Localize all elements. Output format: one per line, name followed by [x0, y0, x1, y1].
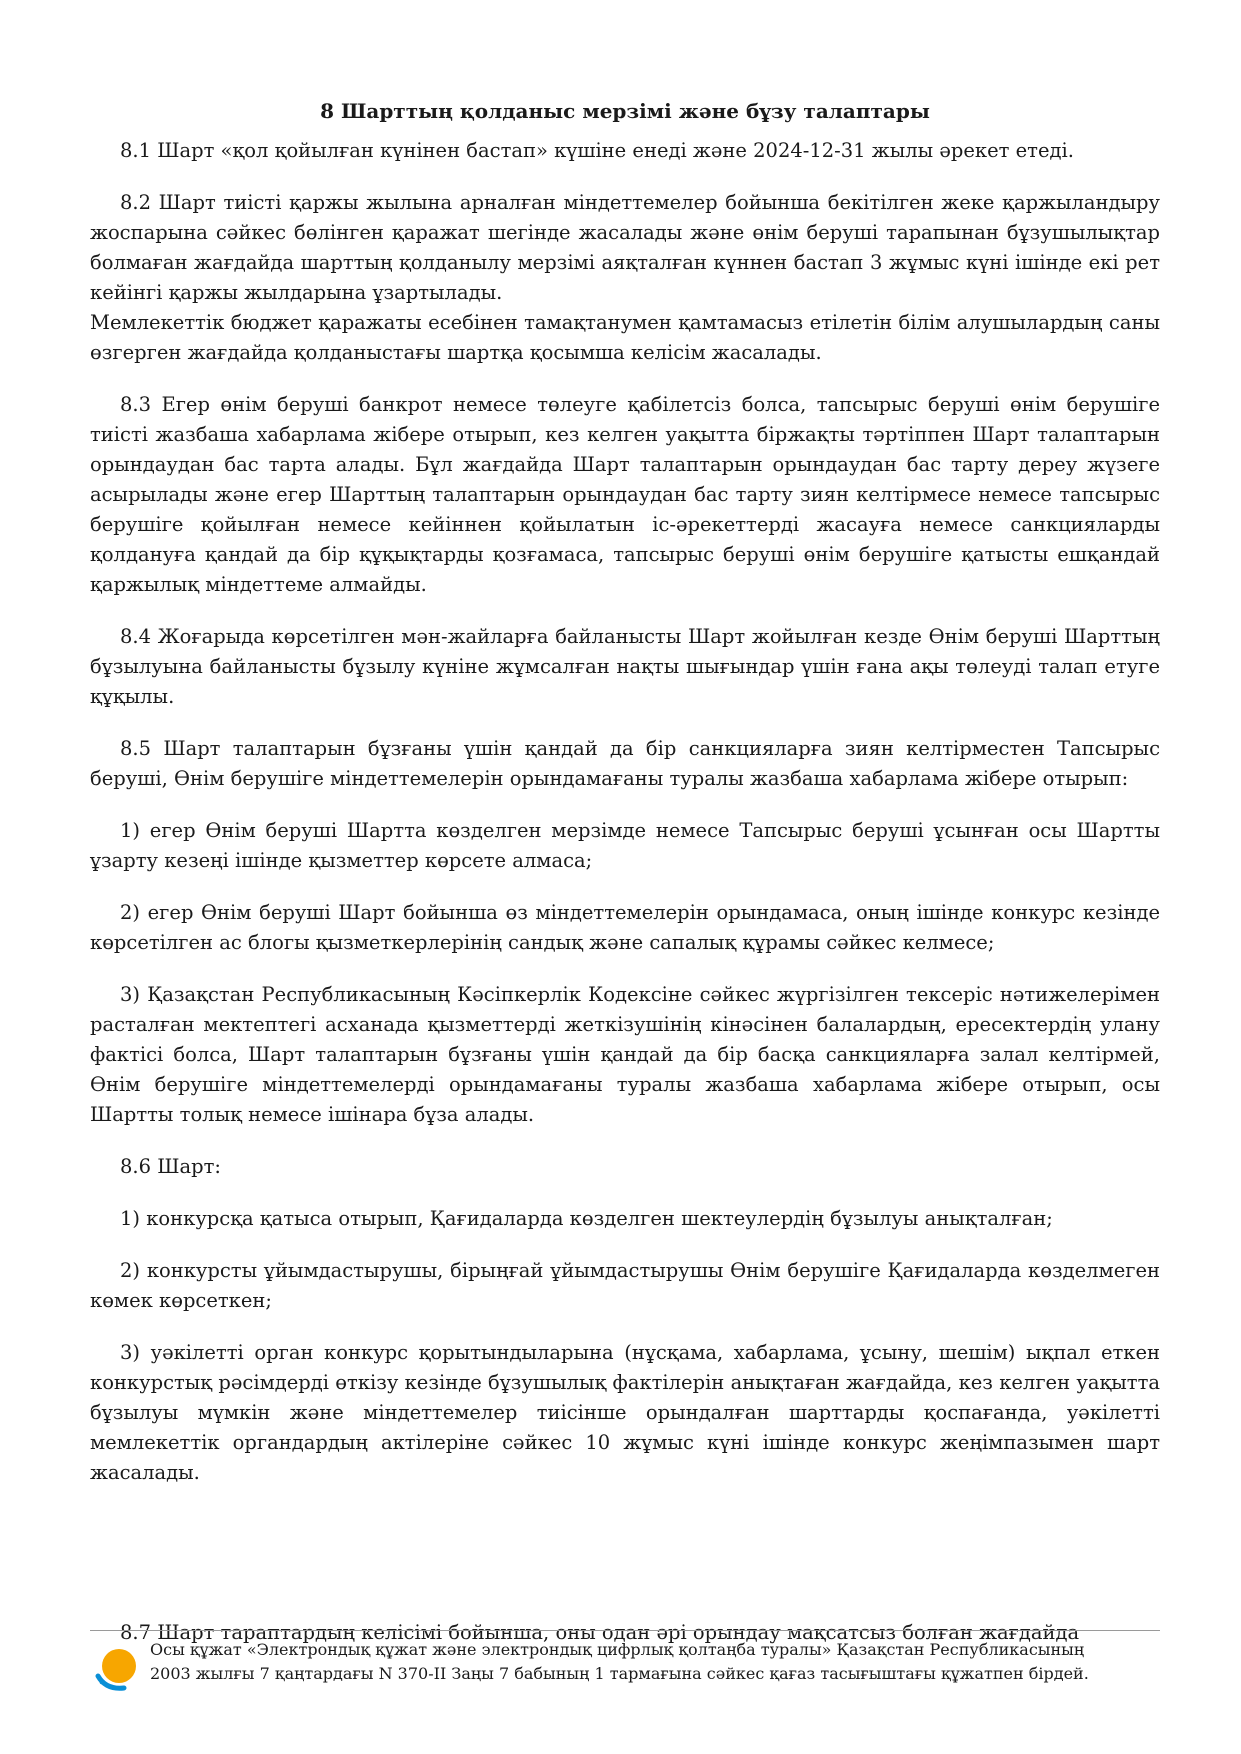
paragraph-8-6-item-1: 1) конкурсқа қатыса отырып, Қағидаларда көзделген шектеулердің бұзылуы анықталған; [120, 1207, 1053, 1230]
paragraph-8-5-item-1: 1) егер Өнім беруші Шартта көзделген мерзімде немесе Тапсырыс беруші ұсынған осы Шартты ұзарту кезеңі ішінде қызметтер көрсете алмаса; [90, 819, 1160, 872]
paragraph-8-5: 8.5 Шарт талаптарын бұзғаны үшін қандай да бір санкцияларға зиян келтірместен Тапсырыс беруші, Өнім берушіге міндеттемелерін орындамағаны туралы жазбаша хабарлама жібере отырып: [90, 737, 1160, 790]
paragraph-8-6-item-3: 3) уәкілетті орган конкурс қорытындыларына (нұсқама, хабарлама, ұсыну, шешім) ықпал еткен конкурстық рәсімдерді өткізу кезінде бұзушылық фактілерін анықтаған жағдайда, кез келген уақытта бұзылуы мүмкін және міндеттемелер тиісінше орындалған шарттарды қоспағанда, уәкілетті мемлекеттік органдардың актілеріне сәйкес 10 жұмыс күні ішінде конкурс жеңімпазымен шарт жасалады. [90, 1341, 1160, 1484]
paragraph-8-6: 8.6 Шарт: [120, 1155, 221, 1178]
paragraph-8-2: 8.2 Шарт тиісті қаржы жылына арналған міндеттемелер бойынша бекітілген жеке қаржыландыру жоспарына сәйкес бөлінген қаражат шегінде жасалады және өнім беруші тарапынан бұзушылықтар болмаған жағдайда шарттың қолданылу мерзімі аяқталған күннен бастап 3 жұмыс күні ішінде екі рет кейінгі қаржы жылдарына ұзартылады. [90, 191, 1160, 304]
footer-legal-text: Осы құжат «Электрондық құжат және электрондық цифрлық қолтаңба туралы» Қазақстан Республикасының 2003 жылғы 7 қаңтардағы N 370-II Заңы 7 бабының 1 тармағына сәйкес қағаз тасығыштағы құжатпен бірдей. [150, 1640, 1089, 1683]
paragraph-8-5-item-3: 3) Қазақстан Республикасының Кәсіпкерлік Кодексіне сәйкес жүргізілген тексеріс нәтижелерімен расталған мектептегі асханада қызметтерді жеткізушінің кінәсінен балалардың, ересектердің улану фактісі болса, Шарт талаптарын бұзғаны үшін қандай да бір басқа санкцияларға залал келтірмей, Өнім берушіге міндеттемелерді орындамағаны туралы жазбаша хабарлама жібере отырып, осы Шартты толық немесе ішінара бұза алады. [90, 983, 1160, 1126]
paragraph-8-2-addendum: Мемлекеттік бюджет қаражаты есебінен тамақтанумен қамтамасыз етілетін білім алушылардың саны өзгерген жағдайда қолданыстағы шартқа қосымша келісім жасалады. [90, 311, 1160, 364]
paragraph-8-4: 8.4 Жоғарыда көрсетілген мән-жайларға байланысты Шарт жойылған кезде Өнім беруші Шарттың бұзылуына байланысты бұзылу күніне жұмсалған нақты шығындар үшін ғана ақы төлеуді талап етуге құқылы. [90, 625, 1160, 708]
paragraph-8-5-item-2: 2) егер Өнім беруші Шарт бойынша өз міндеттемелерін орындамаса, оның ішінде конкурс кезінде көрсетілген ас блогы қызметкерлерінің сандық және сапалық құрамы сәйкес келмесе; [90, 901, 1160, 954]
section-title: 8 Шарттың қолданыс мерзімі және бұзу талаптары [320, 99, 930, 123]
footer-divider [90, 1630, 1160, 1631]
paragraph-8-7: 8.7 Шарт тараптардың келісімі бойынша, оны одан әрі орындау мақсатсыз болған жағдайда [120, 1621, 1080, 1644]
paragraph-8-3: 8.3 Егер өнім беруші банкрот немесе төлеуге қабілетсіз болса, тапсырыс беруші өнім берушіге тиісті жазбаша хабарлама жібере отырып, кез келген уақытта біржақты тәртіппен Шарт талаптарын орындаудан бас тарта алады. Бұл жағдайда Шарт талаптарын орындаудан бас тарту дереу жүзеге асырылады және егер Шарттың талаптарын орындаудан бас тарту зиян келтірмесе немесе тапсырыс берушіге қойылған немесе кейіннен қойылатын іс-әрекеттерді жасауға немесе санкцияларды қолдануға қандай да бір құқықтарды қозғамаса, тапсырыс беруші өнім берушіге қатысты ешқандай қаржылық міндеттеме алмайды. [90, 393, 1160, 596]
document-page [90, 96, 1160, 1510]
paragraph-8-1: 8.1 Шарт «қол қойылған күнінен бастап» күшіне енеді және 2024-12-31 жылы әрекет етеді. [120, 139, 1074, 162]
egov-logo-icon [94, 1646, 140, 1692]
paragraph-8-6-item-2: 2) конкурсты ұйымдастырушы, бірыңғай ұйымдастырушы Өнім берушіге Қағидаларда көзделмеген көмек көрсеткен; [90, 1259, 1160, 1312]
footer [90, 1638, 1160, 1718]
